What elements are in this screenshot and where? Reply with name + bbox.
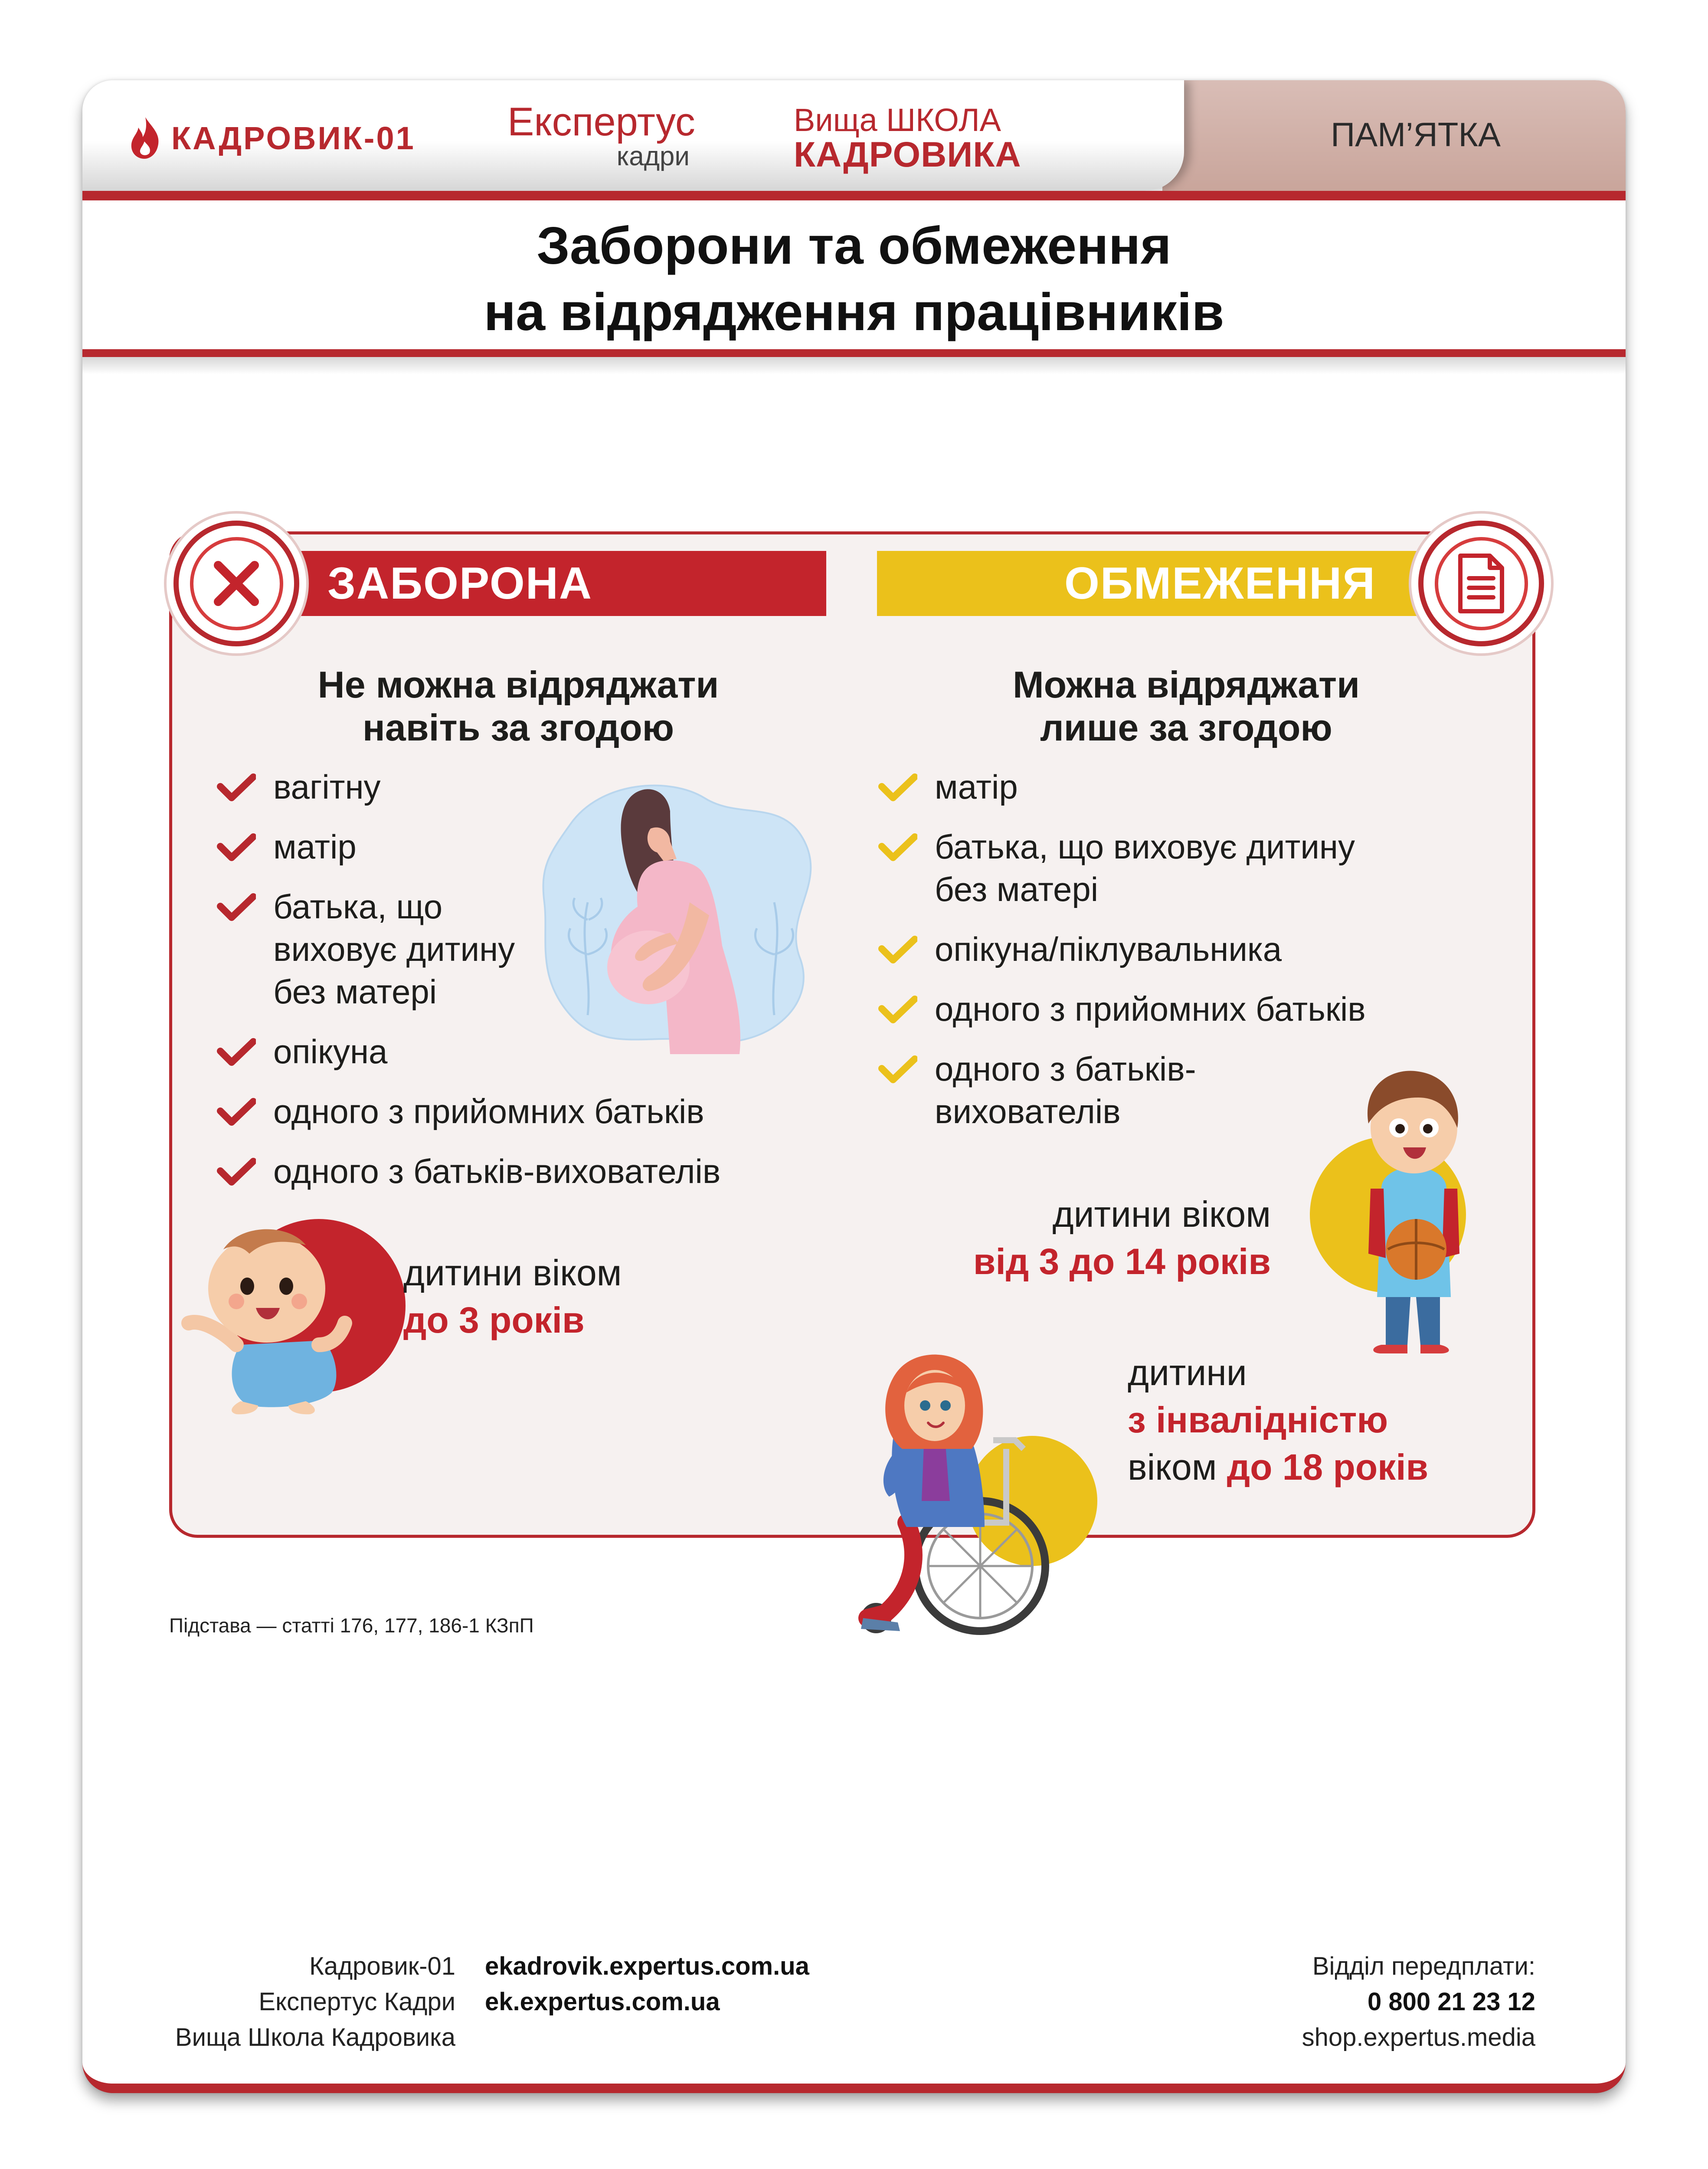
logo-expertus-name: Експертус — [507, 100, 695, 144]
list-item — [878, 826, 1399, 911]
legal-basis: Підстава — статті 176, 177, 186-1 КЗпП — [169, 1614, 534, 1637]
disability-line3-age: до 18 років — [1227, 1447, 1429, 1488]
logo-expertus[interactable] — [507, 100, 695, 171]
header-divider — [82, 191, 1626, 200]
checkmark-icon — [878, 996, 917, 1023]
disability-line3-prefix: віком — [1128, 1447, 1227, 1488]
list-item — [878, 988, 1442, 1030]
checkmark-icon — [878, 1055, 917, 1083]
logo-kadrovik[interactable] — [128, 110, 416, 166]
ban-age-line2: до 3 років — [403, 1300, 585, 1341]
restriction-age-caption — [880, 1191, 1271, 1285]
title-divider — [82, 349, 1626, 357]
restriction-badge-ring — [1435, 537, 1528, 630]
list-item — [217, 1150, 781, 1193]
restriction-ribbon-label: ОБМЕЖЕННЯ — [1064, 558, 1376, 609]
ban-age-line1: дитини віком — [403, 1252, 622, 1293]
title-shadow — [82, 357, 1626, 374]
footer-brand: Кадровик-01 — [309, 1952, 455, 1980]
list-item — [878, 928, 1442, 970]
list-item-text: одного з прийомних батьків — [273, 1092, 704, 1130]
footer-brand: Експертус Кадри — [258, 1988, 455, 2016]
logo-school-line1: Вища ШКОЛА — [794, 102, 1001, 138]
ban-badge-ring — [190, 537, 283, 630]
restriction-subheading-line2: лише за згодою — [1040, 707, 1332, 749]
checkmark-icon — [878, 936, 917, 963]
logo-kadrovik-text: КАДРОВИК-01 — [171, 120, 416, 156]
restriction-badge — [1418, 521, 1544, 646]
page-title — [82, 213, 1626, 345]
footer-link[interactable]: ek.expertus.com.ua — [485, 1988, 720, 2016]
x-mark-icon — [210, 557, 262, 609]
list-item — [217, 1090, 781, 1133]
wheelchair-girl-illustration — [841, 1319, 1119, 1640]
checkmark-icon — [878, 773, 917, 801]
logo-school-line2: КАДРОВИКА — [794, 135, 1021, 174]
list-item-text: батька, що виховує дитину без матері — [935, 828, 1355, 908]
header-tag — [1162, 80, 1626, 191]
list-item — [217, 885, 529, 1013]
subscription-phone[interactable]: 0 800 21 23 12 — [1367, 1988, 1535, 2016]
checkmark-icon — [217, 1038, 256, 1066]
list-item-text: матір — [273, 828, 357, 866]
logo-school[interactable] — [794, 104, 1037, 174]
ban-ribbon — [269, 551, 826, 616]
boy-illustration — [1310, 1032, 1535, 1353]
ban-subheading-line1: Не можна відряджати — [317, 664, 719, 706]
subscription-label: Відділ передплати: — [1312, 1952, 1535, 1980]
checkmark-icon — [878, 833, 917, 861]
ban-subheading-line2: навіть за згодою — [362, 707, 674, 749]
list-item — [878, 766, 1442, 808]
list-item-text: батька, що виховує дитину без матері — [273, 888, 515, 1011]
checkmark-icon — [217, 893, 256, 921]
logo-expertus-sub: кадри — [616, 141, 690, 171]
checkmark-icon — [217, 1158, 256, 1186]
disability-line1: дитини — [1128, 1352, 1247, 1393]
list-item-text: одного з прийомних батьків — [935, 990, 1366, 1028]
header-tag-label: ПАМ’ЯТКА — [1331, 115, 1501, 154]
ban-subheading — [236, 664, 800, 750]
disability-line2: з інвалідністю — [1128, 1399, 1388, 1441]
ban-age-caption — [403, 1249, 794, 1344]
restriction-age-line2: від 3 до 14 років — [973, 1241, 1271, 1282]
footer-subscription — [1171, 1949, 1535, 2055]
restriction-subheading-line1: Можна відряджати — [1012, 664, 1360, 706]
list-item-text: матір — [935, 768, 1018, 806]
footer-brand: Вища Школа Кадровика — [175, 2023, 455, 2051]
checkmark-icon — [217, 833, 256, 861]
footer-links — [485, 1949, 919, 2020]
list-item — [878, 1048, 1234, 1133]
disability-line3 — [1128, 1444, 1518, 1491]
flame-icon — [128, 116, 162, 160]
list-item-text: вагітну — [273, 768, 381, 806]
list-item-text: одного з батьків-вихователів — [935, 1050, 1196, 1130]
subscription-site[interactable]: shop.expertus.media — [1302, 2023, 1535, 2051]
document-icon — [1455, 553, 1507, 614]
footer-link[interactable]: ekadrovik.expertus.com.ua — [485, 1952, 809, 1980]
footer-brands — [126, 1949, 455, 2055]
checkmark-icon — [217, 773, 256, 801]
restriction-subheading — [904, 664, 1468, 750]
list-item-text: одного з батьків-вихователів — [273, 1152, 721, 1190]
header — [82, 80, 1626, 191]
pregnant-woman-illustration — [540, 772, 818, 1058]
page-title-line1: Заборони та обмеження — [537, 216, 1171, 275]
checkmark-icon — [217, 1098, 256, 1126]
list-item-text: опікуна/піклувальника — [935, 930, 1282, 968]
disability-caption — [1128, 1349, 1518, 1491]
restriction-ribbon — [877, 551, 1434, 616]
baby-illustration — [176, 1215, 401, 1419]
list-item-text: опікуна — [273, 1032, 388, 1071]
page-title-line2: на відрядження працівників — [484, 282, 1224, 341]
header-logos-bar — [82, 80, 1184, 191]
ban-ribbon-label: ЗАБОРОНА — [327, 558, 593, 609]
restriction-age-line1: дитини віком — [1052, 1194, 1271, 1235]
ban-badge — [173, 521, 299, 646]
